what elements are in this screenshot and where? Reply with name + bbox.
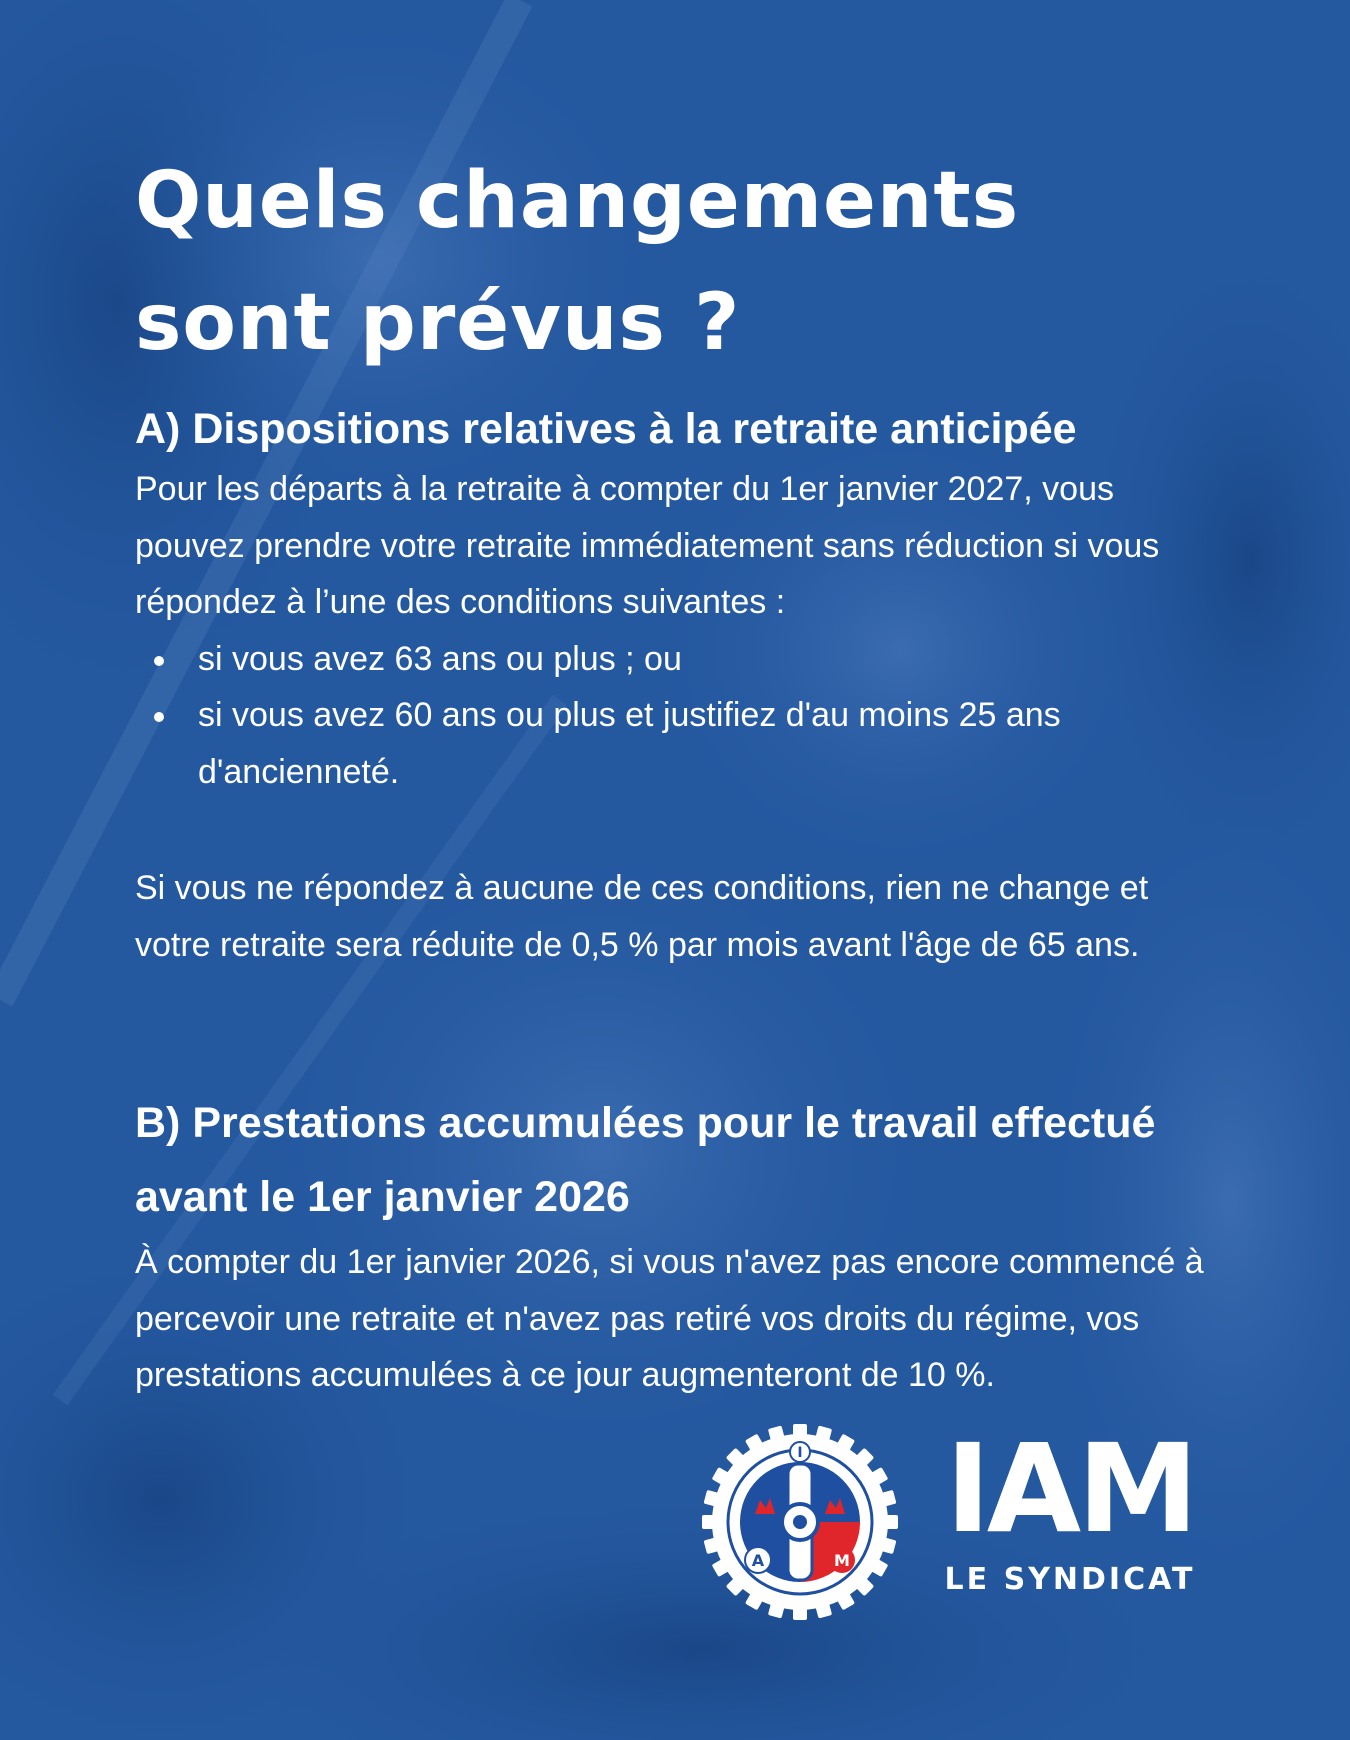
section-early-retirement <box>135 397 1215 800</box>
conditions-list <box>135 631 1215 801</box>
title-line-2: sont prévus ? <box>135 278 741 368</box>
list-item: si vous avez 60 ans ou plus et justifiez d'au moins 25 ans d'ancienneté. <box>198 687 1215 800</box>
emblem-letter-a: A <box>751 1551 765 1570</box>
list-item: si vous avez 63 ans ou plus ; ou <box>198 631 1215 688</box>
iam-logo <box>925 1418 1215 1597</box>
title-line-1: Quels changements <box>135 156 1020 246</box>
emblem-letter-i: I <box>797 1445 803 1461</box>
section-b-heading: B) Prestations accumulées pour le travail effectué avant le 1er janvier 2026 <box>135 1099 1156 1221</box>
section-accrued-benefits <box>135 1086 1215 1404</box>
iam-gear-emblem-icon <box>700 1422 900 1622</box>
section-a-intro: Pour les départs à la retraite à compter du 1er janvier 2027, vous pouvez prendre votre retraite immédiatement sans réduction si vous répondez à l’une des conditions suivantes : <box>135 470 1160 621</box>
section-a-heading: A) Dispositions relatives à la retraite anticipée <box>135 405 1077 453</box>
brand-tagline: LE SYNDICAT <box>944 1562 1196 1597</box>
page-title <box>135 140 1135 384</box>
brand-name: IAM <box>945 1418 1195 1560</box>
emblem-letter-m: M <box>834 1551 850 1570</box>
section-a-note: Si vous ne répondez à aucune de ces conditions, rien ne change et votre retraite sera réduite de 0,5 % par mois avant l'âge de 65 ans. <box>135 869 1149 964</box>
section-b-body: À compter du 1er janvier 2026, si vous n'avez pas encore commencé à percevoir une retraite et n'avez pas retiré vos droits du régime, vos prestations accumulées à ce jour augmenteront de 10 %. <box>135 1243 1204 1394</box>
